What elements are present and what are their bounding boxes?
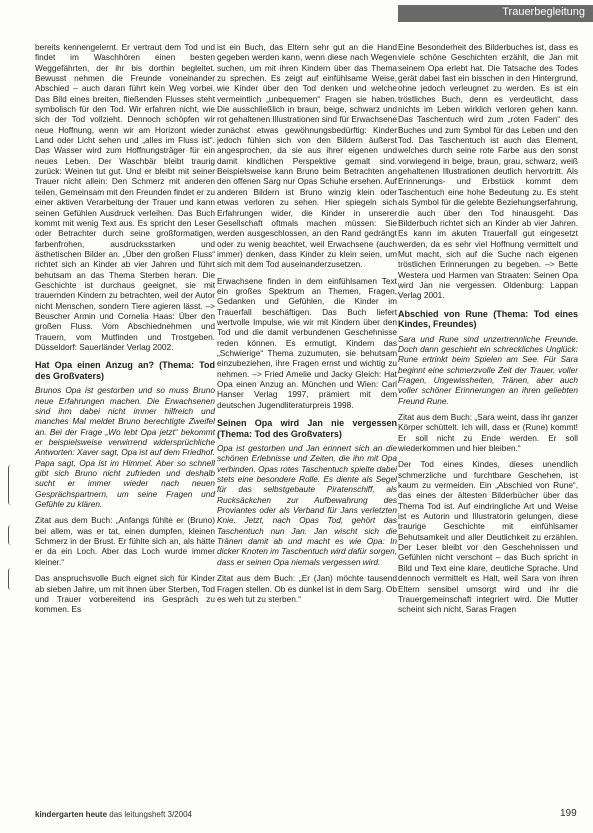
paragraph: Der Tod eines Kindes, dieses unendlich schmerzliche und furchtbare Geschehen, ist kaum zu vermeiden. Ein „Abschied von Rune“, das eines der ältesten Bilderbücher über das Thema Tod ist. Auf eindringliche Art und Weise ist es Autorin und Illustratorin gelungen, diese traurige Geschichte mit einfühlsamer Behutsamkeit und aller Deutlichkeit zu erzählen. Der Leser bleibt vor den Geschehnissen und Gefühlen nicht verschont – das Buch spricht in Bild und Text eine klare, deutliche Sprache. Und dennoch vermittelt es Halt, weil Sara von ihren Eltern sensibel umsorgt wird und ihr die Trauergemeinschaft integriert wird. Die Mutter scheint sich nicht, Saras Fragen <box>398 459 578 615</box>
paragraph: Opa ist gestorben und Jan erinnert sich an die schönen Erlebnisse und Zeiten, die ihn mit Opa verbinden. Opas rotes Taschentuch spielte dabei stets eine besondere Rolle. Es diente als Segel für das selbstgebaute Piratenschiff, als Rucksäckchen zur Aufbewahrung des Proviantes oder als Verband für Jans verletzten Knie. Jetzt, nach Opas Tod, gehört das Taschentuch nun Jan. Jan wischt sich die Tränen damit ab und macht es wie Opa: In dicker Knoten im Taschentuch wird dafür sorgen, dass er seinen Opa niemals vergessen wird. <box>217 443 397 567</box>
subheading: Abschied von Rune (Thema: Tod eines Kindes, Freundes) <box>398 308 578 330</box>
page-number: 199 <box>560 808 577 819</box>
margin-mark <box>8 465 15 505</box>
section-header <box>398 5 593 22</box>
paragraph: ist ein Buch, das Eltern sehr gut an die Hand gegeben werden kann, wenn diese nach Wegen suchen, um mit ihren Kindern über das Thema zu sprechen. Es zeigt auf einfühlsame Weise, wie Kinder über den Tod denken und welche vermeintlich „unbequemen“ Fragen sie haben. Die ausschließlich in braun, beige, schwarz und rot gehaltenen Illustrationen sind für Erwachsene zunächst etwas gewöhnungsbedürftig: Kinder jedoch fühlen sich von den Bildern äußerst angesprochen, da sie aus ihrer eigenen und damit kindlichen Perspektive gemalt sind. Beispielsweise kann Bruno beim Betrachten an den offenen Sarg nur Opas Schuhe ersehen. Auf anderen Bildern ist Bruno winzig klein oder etwas verloren zu sehen. Hier spiegeln sich Erfahrungen wider, die Kinder in unserer Gesellschaft oftmals machen müssen: Sie werden ausgeschlossen, an den Rand gedrängt oder zu wenig beachtet, weil Erwachsene (auch immer) denken, dass Kinder zu klein seien, um sich mit dem Tod auseinanderzusetzen. <box>217 42 397 270</box>
paragraph: Brunos Opa ist gestorben und so muss Bruno neue Erfahrungen machen. Die Erwachsenen sind ihm dabei nicht immer hilfreich und manches Mal meldet Bruno berechtigte Zweifel an. Bei der Frage „Wo lebt Opa jetzt“ bekommt er beispielsweise verwirrend widersprüchliche Antworten: Xaver sagt, Opa ist auf dem Friedhof. Papa sagt, Opa ist im Himmel. Aber so schnell gibt sich Bruno nicht zufrieden und deshalb sucht er immer wieder nach neuen Gesprächspartnern, um seine Fragen und Gefühle zu klären. <box>35 385 215 510</box>
subheading: Hat Opa einen Anzug an? (Thema: Tod des Großvaters) <box>35 360 215 381</box>
paragraph: Erwachsene finden in dem einfühlsamen Text ein großes Spektrum an Themen, Fragen, Gedanken und Gefühlen, die Kinder im Trauerfall beschäftigen. Das Buch liefert wertvolle Impulse, wie wir mit Kindern über den Tod und die damit verbundenen Geschehnisse reden können. Es ermutigt, Kindern das „Schwierige“ Thema zuzumuten, sie behutsam einzubeziehen, ihre Fragen ernst und wichtig zu nehmen. –> Fried Amelie und Jacky Gleich: Hat Opa einen Anzug an. München und Wien: Carl Hanser Verlag 1997, prämiert mit dem deutschen Jugendliteraturpreis 1998. <box>217 275 397 410</box>
quote: Zitat aus dem Buch: „Anfangs fühlte er (Bruno) bei allem, was er tat, einen dumpfen, kleinen Schmerz in der Brust. Er fühlte sich an, als hätte er da ein Loch. Aber das Loch wurde immer kleiner.“ <box>35 515 215 567</box>
column-1 <box>35 42 215 621</box>
quote: Zitat aus dem Buch: „Sara weint, dass ihr ganzer Körper schüttelt. Ich will, dass er (Rune) kommt! Er soll nicht zu Ende werden. Er soll wiederkommen und hier bleiben.“ <box>398 412 578 454</box>
column-3 <box>398 42 578 621</box>
footer-source <box>35 810 192 819</box>
section-title: Trauerbegleitung <box>502 6 585 18</box>
margin-mark <box>8 525 15 545</box>
paragraph: Das anspruchsvolle Buch eignet sich für Kinder ab sieben Jahre, um mit ihnen über Sterben, Tod und Trauer vorbereitend ins Gespräch zu kommen. Es <box>35 573 215 615</box>
margin-mark <box>8 568 15 590</box>
paragraph: Eine Besonderheit des Bilderbuches ist, dass es viele schöne Geschichten erzählt, die Jan mit seinem Opa erlebt hat. Die Tatsache des Todes gerät dabei fast ein bisschen in den Hintergrund, ohne jedoch verleugnet zu werden. Es ist ein tröstliches Buch, denn es verdeutlicht, dass nichts im Leben wirklich verloren gehen kann. Das Taschentuch wird zum „roten Faden“ des Buches und zum Symbol für das Leben und den Tod. Das Taschentuch ist auch das Element, welches durch seine rote Farbe aus den sonst vorwiegend in beige, braun, grau, schwarz, weiß gehaltenen Illustrationen deutlich hervortritt. Als Erinnerungs- und Erbstück kommt dem Taschentuch eine hohe Bedeutung zu. Es steht als Symbol für die gelebte Beziehungserfahrung, die auch über den Tod hinausgeht. Das Bilderbuch richtet sich an Kinder ab vier Jahren. Es kann im akuten Trauerfall gut eingesetzt werden, da es sehr viel Hoffnung vermittelt und Mut macht, sich auf die Suche nach eigenen tröstlichen Erinnerungen zu begeben. –> Bette Westera und Harmen van Straaten: Seinen Opa wird Jan nie vergessen. Oldenburg: Lappan Verlag 2001. <box>398 42 578 301</box>
paragraph: bereits kennengelernt. Er vertraut dem Tod und findet im Waschhören einen besten Weggefährten, der ihr bis dorthin begleitet. Bewusst nehmen die Freunde voneinander Abschied – auch daran führt kein Weg vorbei. Das Bild eines breiten, fließenden Flusses steht symbolisch für den Tod. Wir erfahren nicht, wie sich der Tod vollzieht. Dennoch schöpfen wir neue Hoffnung, wenn wir am Horizont wieder Land oder Licht sehen und „alles im Fluss ist“. Das Wasser wird zum Hoffnungsträger für ein neues Leben. Der Waschbär bleibt traurig zurück: Weinen tut gut. Und er bleibt mit seiner Trauer nicht allein: Den Schmerz mit anderen teilen, Gemeinsam mit den Freunden findet er zu einer aktiven Verarbeitung der Trauer und kann seinen Gefühlen Ausdruck verleihen. Das Buch kommt mit wenig Text aus. Es spricht den Leser oder Betrachter durch seine großformatigen, farbenfrohen, ausdrucksstarken und ästhetischen Bilder an. „Über den großen Fluss“ richtet sich an Kinder ab vier Jahren und führt behutsam an das Thema Sterben heran. Die Geschichte ist durchaus geeignet, sie mit trauernden Kindern zu betrachten, weil der Autor nicht Menschen, sondern Tiere agieren lässt. –> Beuscher Armin und Cornelia Haas: Über den großen Fluss. Vom Abschiednehmen und Trauern, vom Mutfinden und Trostgeben. Düsseldorf: Sauerländer Verlag 2002. <box>35 42 215 352</box>
subheading: Seinen Opa wird Jan nie vergessen (Thema: Tod des Großvaters) <box>217 418 397 439</box>
paragraph: Sara und Rune sind unzertrennliche Freunde. Doch dann geschieht ein schreckliches Unglück: Rune ertrinkt beim Spielen am See. Für Sara beginnt eine schmerzvolle Zeit der Trauer, voller Fragen, Ungewissheiten, Tränen, aber auch voller schöner Erinnerungen an ihren geliebten Freund Rune. <box>398 333 578 406</box>
issue-label: das leitungsheft 3/2004 <box>109 810 192 819</box>
quote: Zitat aus dem Buch: „Er (Jan) möchte tausend Fragen stellen. Ob es dunkel ist in dem Sarg. Ob es weh tut zu sterben.“ <box>217 573 397 604</box>
column-2 <box>217 42 397 610</box>
magazine-name: kindergarten heute <box>35 810 108 819</box>
